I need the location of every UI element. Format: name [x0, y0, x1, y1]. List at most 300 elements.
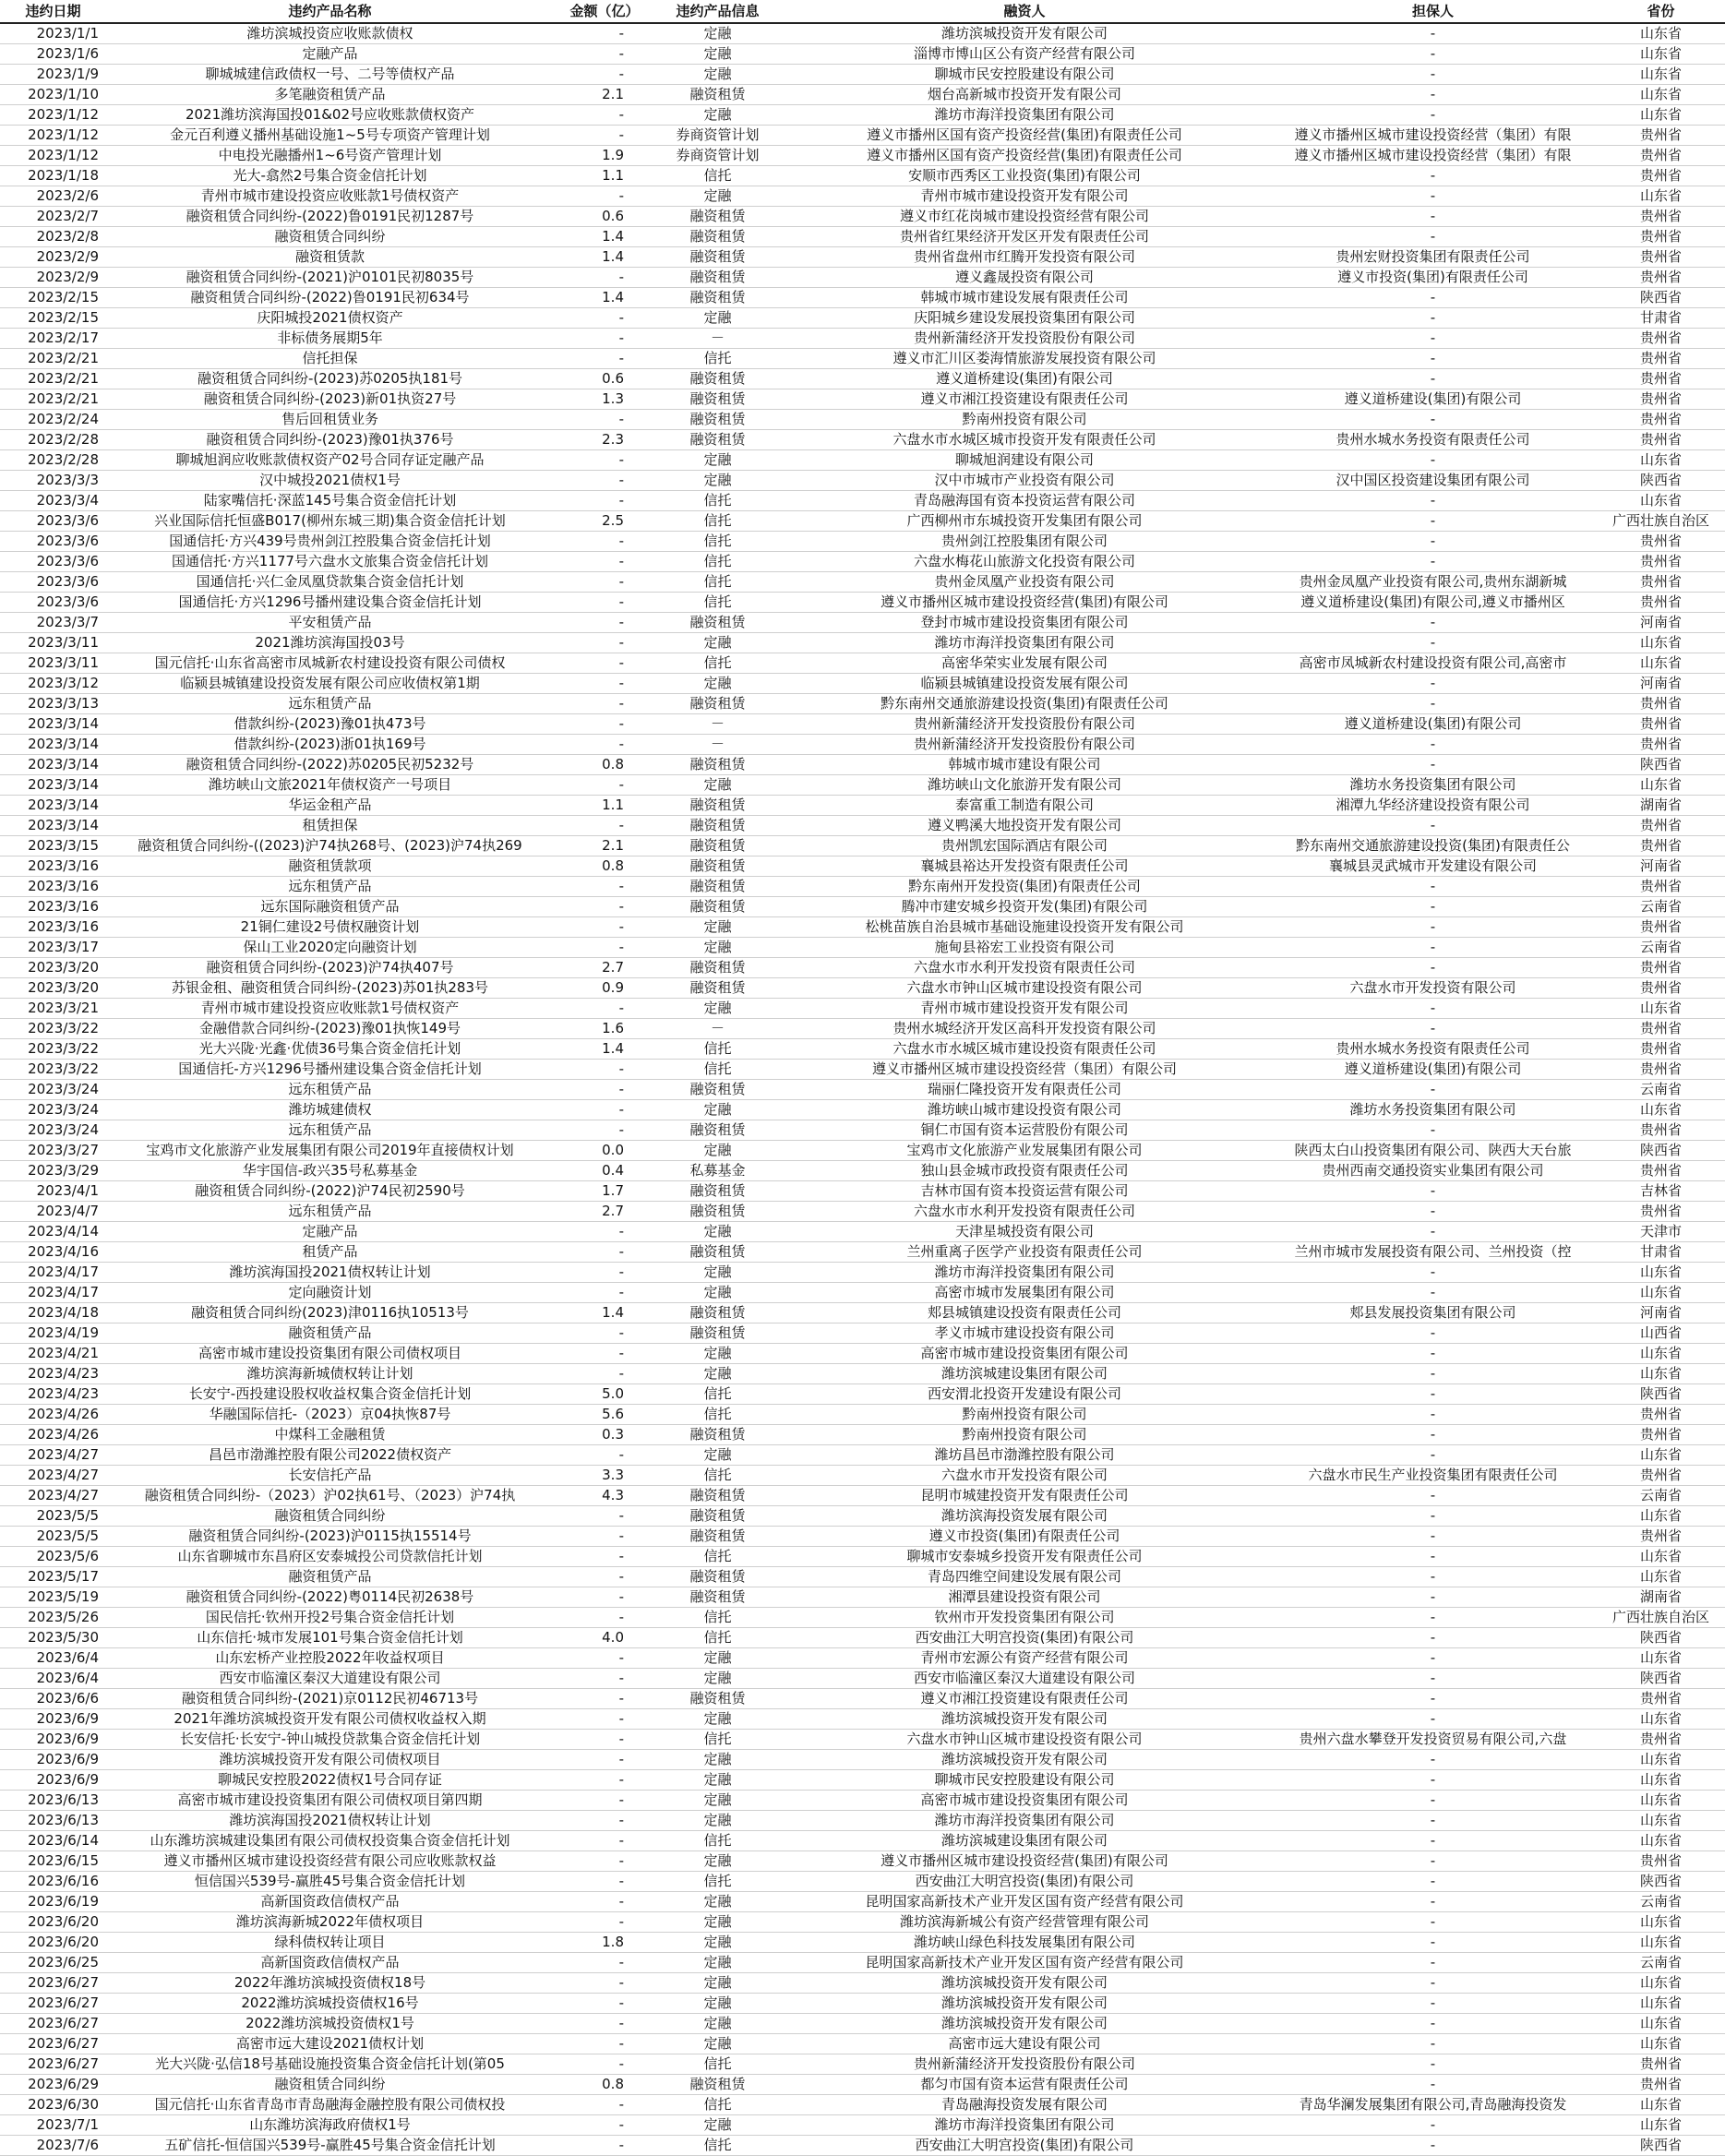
table-row[interactable] [0, 2115, 1725, 2136]
table-row[interactable] [0, 349, 1725, 369]
table-row[interactable] [0, 1709, 1725, 1730]
table-row[interactable] [0, 1161, 1725, 1181]
table-row[interactable] [0, 1344, 1725, 1364]
cell-date: 2023/6/4 [0, 1669, 106, 1689]
cell-amount: 2.3 [554, 430, 655, 450]
table-row[interactable] [0, 146, 1725, 166]
table-row[interactable] [0, 1770, 1725, 1791]
cell-amount: - [554, 1608, 655, 1628]
table-row[interactable] [0, 227, 1725, 247]
cell-financier: 松桃苗族自治县城市基础设施建设投资开发有限公司 [780, 917, 1269, 938]
cell-product-name: 高新国资政信债权产品 [106, 1953, 554, 1973]
cell-date: 2023/4/17 [0, 1263, 106, 1283]
cell-financier: 昆明国家高新技术产业开发区国有资产经营有限公司 [780, 1892, 1269, 1912]
cell-financier: 潍坊昌邑市渤潍控股有限公司 [780, 1445, 1269, 1466]
cell-date: 2023/4/23 [0, 1364, 106, 1384]
cell-amount: - [554, 1709, 655, 1730]
table-row[interactable] [0, 1994, 1725, 2014]
cell-financier: 贵州金凤凰产业投资有限公司 [780, 572, 1269, 593]
table-row[interactable] [0, 1750, 1725, 1770]
cell-product-type: 信托 [655, 2054, 780, 2075]
cell-date: 2023/2/9 [0, 247, 106, 268]
table-row[interactable] [0, 816, 1725, 836]
cell-product-type: 融资租赁 [655, 247, 780, 268]
cell-amount: - [554, 126, 655, 146]
cell-amount: - [554, 1791, 655, 1811]
cell-amount: - [554, 917, 655, 938]
table-row[interactable] [0, 877, 1725, 897]
cell-guarantor: 汉中国区投资建设集团有限公司 [1269, 471, 1597, 491]
table-row[interactable] [0, 329, 1725, 349]
cell-financier: 施甸县裕宏工业投资有限公司 [780, 938, 1269, 958]
table-row[interactable] [0, 1912, 1725, 1933]
table-row[interactable] [0, 308, 1725, 329]
table-row[interactable] [0, 1506, 1725, 1527]
table-row[interactable] [0, 1445, 1725, 1466]
cell-product-name: 苏银金租、融资租赁合同纠纷-(2023)苏01执283号 [106, 978, 554, 999]
cell-guarantor: 贵州西南交通投资实业集团有限公司 [1269, 1161, 1597, 1181]
cell-guarantor: - [1269, 1973, 1597, 1994]
cell-guarantor: - [1269, 999, 1597, 1019]
cell-amount: 0.9 [554, 978, 655, 999]
cell-guarantor: - [1269, 1587, 1597, 1608]
cell-product-type: 定融 [655, 1994, 780, 2014]
cell-financier: 六盘水市水城区城市建设投资有限责任公司 [780, 1039, 1269, 1060]
cell-amount: - [554, 308, 655, 329]
cell-financier: 遵义鸭溪大地投资开发有限公司 [780, 816, 1269, 836]
cell-guarantor: - [1269, 1486, 1597, 1506]
table-row[interactable] [0, 1527, 1725, 1547]
table-row[interactable] [0, 674, 1725, 694]
table-row[interactable] [0, 958, 1725, 978]
table-row[interactable] [0, 1689, 1725, 1709]
cell-product-name: 西安市临潼区秦汉大道建设有限公司 [106, 1669, 554, 1689]
cell-date: 2023/6/27 [0, 1973, 106, 1994]
cell-product-type: 融资租赁 [655, 1181, 780, 1202]
cell-financier: 吉林市国有资本投资运营有限公司 [780, 1181, 1269, 1202]
cell-product-type: － [655, 714, 780, 735]
table-row[interactable] [0, 105, 1725, 126]
cell-product-name: 潍坊滨城投资开发有限公司债权项目 [106, 1750, 554, 1770]
cell-province: 山东省 [1597, 633, 1725, 653]
cell-product-name: 2021年潍坊滨城投资开发有限公司债权收益权入期 [106, 1709, 554, 1730]
header-default-date[interactable]: 违约日期 [0, 0, 106, 23]
table-row[interactable] [0, 1324, 1725, 1344]
table-row[interactable] [0, 1466, 1725, 1486]
cell-financier: 潍坊市海洋投资集团有限公司 [780, 2115, 1269, 2136]
table-row[interactable] [0, 1933, 1725, 1953]
cell-financier: 青州市宏源公有资产经营有限公司 [780, 1648, 1269, 1669]
cell-product-name: 2022年潍坊滨城投资债权18号 [106, 1973, 554, 1994]
cell-product-type: 定融 [655, 1263, 780, 1283]
table-row[interactable] [0, 552, 1725, 572]
cell-product-name: 2022潍坊滨城投资债权16号 [106, 1994, 554, 2014]
cell-product-type: 定融 [655, 1100, 780, 1120]
cell-financier: 汉中市城市产业投资有限公司 [780, 471, 1269, 491]
table-row[interactable] [0, 593, 1725, 613]
table-row[interactable] [0, 1425, 1725, 1445]
cell-province: 贵州省 [1597, 917, 1725, 938]
table-row[interactable] [0, 796, 1725, 816]
cell-financier: 韩城市城市建设有限公司 [780, 755, 1269, 775]
table-row[interactable] [0, 1831, 1725, 1851]
cell-amount: - [554, 816, 655, 836]
cell-financier: 遵义市湘江投资建设有限责任公司 [780, 1689, 1269, 1709]
table-row[interactable] [0, 85, 1725, 105]
table-row[interactable] [0, 1141, 1725, 1161]
cell-financier: 高密市城市建设投资集团有限公司 [780, 1791, 1269, 1811]
cell-amount: - [554, 1120, 655, 1141]
cell-province: 贵州省 [1597, 816, 1725, 836]
cell-province: 山东省 [1597, 186, 1725, 207]
cell-date: 2023/6/9 [0, 1750, 106, 1770]
cell-province: 山东省 [1597, 1811, 1725, 1831]
table-row[interactable] [0, 1669, 1725, 1689]
cell-product-name: 融资租赁合同纠纷-(2021)京0112民初46713号 [106, 1689, 554, 1709]
table-row[interactable] [0, 1892, 1725, 1912]
table-row[interactable] [0, 2075, 1725, 2095]
cell-product-type: 定融 [655, 186, 780, 207]
cell-product-type: 信托 [655, 2095, 780, 2115]
cell-product-name: 庆阳城投2021债权资产 [106, 308, 554, 329]
table-row[interactable] [0, 1486, 1725, 1506]
cell-guarantor: - [1269, 755, 1597, 775]
cell-province: 山东省 [1597, 1709, 1725, 1730]
table-row[interactable] [0, 694, 1725, 714]
cell-province: 山东省 [1597, 2014, 1725, 2034]
cell-product-type: 融资租赁 [655, 1324, 780, 1344]
cell-date: 2023/4/1 [0, 1181, 106, 1202]
cell-province: 河南省 [1597, 613, 1725, 633]
table-row[interactable] [0, 410, 1725, 430]
cell-amount: 1.4 [554, 1039, 655, 1060]
table-row[interactable] [0, 166, 1725, 186]
table-row[interactable] [0, 572, 1725, 593]
table-row[interactable] [0, 126, 1725, 146]
cell-province: 山西省 [1597, 1324, 1725, 1344]
cell-date: 2023/2/17 [0, 329, 106, 349]
cell-guarantor: 贵州水城水务投资有限责任公司 [1269, 1039, 1597, 1060]
table-row[interactable] [0, 613, 1725, 633]
table-row[interactable] [0, 65, 1725, 85]
cell-province: 山东省 [1597, 1933, 1725, 1953]
cell-product-name: 潍坊滨海国投2021债权转让计划 [106, 1811, 554, 1831]
cell-product-type: 定融 [655, 1892, 780, 1912]
table-row[interactable] [0, 1953, 1725, 1973]
table-row[interactable] [0, 836, 1725, 856]
cell-guarantor: - [1269, 1648, 1597, 1669]
cell-guarantor: - [1269, 694, 1597, 714]
cell-amount: 0.0 [554, 1141, 655, 1161]
cell-financier: 青岛融海投资发展有限公司 [780, 2095, 1269, 2115]
table-row[interactable] [0, 1202, 1725, 1222]
cell-amount: 1.4 [554, 247, 655, 268]
table-row[interactable] [0, 2095, 1725, 2115]
table-row[interactable] [0, 1080, 1725, 1100]
cell-date: 2023/6/20 [0, 1933, 106, 1953]
cell-amount: - [554, 552, 655, 572]
cell-date: 2023/3/12 [0, 674, 106, 694]
cell-financier: 遵义市播州区城市建设投资经营(集团)有限公司 [780, 593, 1269, 613]
cell-province: 贵州省 [1597, 430, 1725, 450]
cell-product-type: 融资租赁 [655, 1202, 780, 1222]
table-row[interactable] [0, 44, 1725, 65]
table-row[interactable] [0, 1872, 1725, 1892]
cell-amount: - [554, 1527, 655, 1547]
table-row[interactable] [0, 1303, 1725, 1324]
cell-product-name: 2021潍坊滨海国投03号 [106, 633, 554, 653]
cell-guarantor: 郏县发展投资集团有限公司 [1269, 1303, 1597, 1324]
cell-product-name: 华运金租产品 [106, 796, 554, 816]
cell-province: 山东省 [1597, 1506, 1725, 1527]
cell-financier: 潍坊峡山绿色科技发展集团有限公司 [780, 1933, 1269, 1953]
cell-product-name: 山东潍坊滨城建设集团有限公司债权投资集合资金信托计划 [106, 1831, 554, 1851]
table-row[interactable] [0, 2014, 1725, 2034]
table-row[interactable] [0, 1222, 1725, 1242]
table-row[interactable] [0, 1648, 1725, 1669]
cell-product-name: 潍坊峡山文旅2021年债权资产一号项目 [106, 775, 554, 796]
table-row[interactable] [0, 1851, 1725, 1872]
cell-province: 山东省 [1597, 1283, 1725, 1303]
cell-date: 2023/3/22 [0, 1019, 106, 1039]
cell-amount: - [554, 532, 655, 552]
cell-product-name: 平安租赁产品 [106, 613, 554, 633]
cell-date: 2023/3/16 [0, 897, 106, 917]
cell-product-name: 融资租赁合同纠纷-(2022)鲁0191民初1287号 [106, 207, 554, 227]
cell-product-name: 融资租赁合同纠纷-(2023)新01执资27号 [106, 389, 554, 410]
table-row[interactable] [0, 247, 1725, 268]
header-product-type[interactable]: 违约产品信息 [655, 0, 780, 23]
table-row[interactable] [0, 1791, 1725, 1811]
table-row[interactable] [0, 1364, 1725, 1384]
cell-product-type: 融资租赁 [655, 2075, 780, 2095]
table-row[interactable] [0, 2034, 1725, 2054]
table-row[interactable] [0, 511, 1725, 532]
table-row[interactable] [0, 450, 1725, 471]
cell-province: 山东省 [1597, 1567, 1725, 1587]
cell-product-name: 定融产品 [106, 44, 554, 65]
header-product-name[interactable]: 违约产品名称 [106, 0, 554, 23]
cell-product-name: 融资租赁合同纠纷-(2023)沪74执407号 [106, 958, 554, 978]
table-row[interactable] [0, 23, 1725, 44]
cell-guarantor: - [1269, 1527, 1597, 1547]
table-row[interactable] [0, 1384, 1725, 1405]
cell-amount: - [554, 694, 655, 714]
cell-guarantor: - [1269, 1080, 1597, 1100]
cell-product-type: 融资租赁 [655, 1506, 780, 1527]
cell-financier: 独山县金城市政投资有限责任公司 [780, 1161, 1269, 1181]
cell-financier: 铜仁市国有资本运营股份有限公司 [780, 1120, 1269, 1141]
table-row[interactable] [0, 1242, 1725, 1263]
cell-guarantor: - [1269, 1669, 1597, 1689]
cell-amount: - [554, 735, 655, 755]
table-row[interactable] [0, 999, 1725, 1019]
cell-product-type: 信托 [655, 1039, 780, 1060]
table-row[interactable] [0, 775, 1725, 796]
table-row[interactable] [0, 735, 1725, 755]
cell-amount: - [554, 1344, 655, 1364]
cell-date: 2023/4/23 [0, 1384, 106, 1405]
cell-amount: - [554, 1912, 655, 1933]
table-row[interactable] [0, 2054, 1725, 2075]
table-row[interactable] [0, 938, 1725, 958]
cell-guarantor: - [1269, 207, 1597, 227]
cell-date: 2023/5/5 [0, 1506, 106, 1527]
cell-amount: 0.3 [554, 1425, 655, 1445]
table-row[interactable] [0, 1811, 1725, 1831]
cell-product-name: 长安宁-西投建设股权收益权集合资金信托计划 [106, 1384, 554, 1405]
cell-financier: 潍坊峡山城市建设投资有限公司 [780, 1100, 1269, 1120]
cell-amount: - [554, 1831, 655, 1851]
cell-date: 2023/3/11 [0, 653, 106, 674]
cell-date: 2023/3/6 [0, 552, 106, 572]
table-row[interactable] [0, 471, 1725, 491]
table-row[interactable] [0, 1263, 1725, 1283]
cell-guarantor: - [1269, 369, 1597, 389]
cell-guarantor: - [1269, 674, 1597, 694]
cell-financier: 聊城市安泰城乡投资开发有限责任公司 [780, 1547, 1269, 1567]
cell-product-type: 定融 [655, 44, 780, 65]
header-financier[interactable]: 融资人 [780, 0, 1269, 23]
table-row[interactable] [0, 653, 1725, 674]
cell-financier: 贵州凯宏国际酒店有限公司 [780, 836, 1269, 856]
header-amount[interactable]: 金额（亿） [554, 0, 655, 23]
table-row[interactable] [0, 532, 1725, 552]
table-row[interactable] [0, 1587, 1725, 1608]
cell-financier: 遵义市播州区城市建设投资经营(集团)有限公司 [780, 1851, 1269, 1872]
cell-financier: 六盘水市水利开发投资有限责任公司 [780, 1202, 1269, 1222]
cell-product-name: 融资租赁合同纠纷-(2023)豫01执376号 [106, 430, 554, 450]
cell-province: 贵州省 [1597, 1466, 1725, 1486]
cell-product-name: 国通信托·兴仁金凤凰贷款集合资金信托计划 [106, 572, 554, 593]
table-row[interactable] [0, 2136, 1725, 2156]
table-row[interactable] [0, 1100, 1725, 1120]
cell-amount: - [554, 1730, 655, 1750]
cell-amount: 2.5 [554, 511, 655, 532]
cell-amount: - [554, 65, 655, 85]
cell-guarantor: 遵义道桥建设(集团)有限公司 [1269, 714, 1597, 735]
cell-product-type: 融资租赁 [655, 1242, 780, 1263]
cell-guarantor: - [1269, 1567, 1597, 1587]
cell-product-name: 高密市城市建设投资集团有限公司债权项目 [106, 1344, 554, 1364]
cell-amount: 0.8 [554, 755, 655, 775]
table-row[interactable] [0, 978, 1725, 999]
cell-product-type: 融资租赁 [655, 796, 780, 816]
cell-date: 2023/6/6 [0, 1689, 106, 1709]
table-row[interactable] [0, 369, 1725, 389]
table-row[interactable] [0, 186, 1725, 207]
cell-product-name: 非标债务展期5年 [106, 329, 554, 349]
cell-amount: - [554, 897, 655, 917]
cell-financier: 六盘水市水城区城市投资开发有限责任公司 [780, 430, 1269, 450]
cell-product-type: 融资租赁 [655, 613, 780, 633]
cell-date: 2023/6/29 [0, 2075, 106, 2095]
table-row[interactable] [0, 1547, 1725, 1567]
cell-guarantor: - [1269, 1445, 1597, 1466]
cell-product-type: 融资租赁 [655, 207, 780, 227]
table-row[interactable] [0, 389, 1725, 410]
cell-province: 贵州省 [1597, 247, 1725, 268]
cell-product-name: 绿科债权转让项目 [106, 1933, 554, 1953]
table-row[interactable] [0, 1019, 1725, 1039]
table-row[interactable] [0, 288, 1725, 308]
header-province[interactable]: 省份 [1597, 0, 1725, 23]
table-row[interactable] [0, 917, 1725, 938]
cell-date: 2023/1/10 [0, 85, 106, 105]
cell-date: 2023/3/14 [0, 796, 106, 816]
cell-product-type: 融资租赁 [655, 958, 780, 978]
table-header [0, 0, 1725, 23]
table-row[interactable] [0, 430, 1725, 450]
table-row[interactable] [0, 1567, 1725, 1587]
cell-product-type: 融资租赁 [655, 897, 780, 917]
cell-product-name: 陆家嘴信托·深蓝145号集合资金信托计划 [106, 491, 554, 511]
cell-guarantor: 遵义市投资(集团)有限责任公司 [1269, 268, 1597, 288]
cell-amount: 2.1 [554, 836, 655, 856]
table-row[interactable] [0, 1628, 1725, 1648]
cell-guarantor: - [1269, 1933, 1597, 1953]
table-row[interactable] [0, 856, 1725, 877]
cell-amount: - [554, 105, 655, 126]
table-row[interactable] [0, 1181, 1725, 1202]
cell-date: 2023/5/5 [0, 1527, 106, 1547]
table-row[interactable] [0, 1060, 1725, 1080]
cell-province: 山东省 [1597, 1547, 1725, 1567]
table-row[interactable] [0, 1120, 1725, 1141]
cell-province: 陕西省 [1597, 1628, 1725, 1648]
cell-province: 贵州省 [1597, 146, 1725, 166]
table-row[interactable] [0, 755, 1725, 775]
cell-product-name: 中电投光融播州1~6号资产管理计划 [106, 146, 554, 166]
cell-product-name: 借款纠纷-(2023)浙01执169号 [106, 735, 554, 755]
table-row[interactable] [0, 714, 1725, 735]
table-row[interactable] [0, 1608, 1725, 1628]
cell-product-name: 国通信托-方兴1296号播州建设集合资金信托计划 [106, 1060, 554, 1080]
cell-date: 2023/2/9 [0, 268, 106, 288]
cell-guarantor: - [1269, 1872, 1597, 1892]
cell-guarantor: - [1269, 1120, 1597, 1141]
cell-guarantor: - [1269, 288, 1597, 308]
header-guarantor[interactable]: 担保人 [1269, 0, 1597, 23]
cell-product-name: 信托担保 [106, 349, 554, 369]
cell-date: 2023/4/27 [0, 1466, 106, 1486]
table-row[interactable] [0, 268, 1725, 288]
cell-product-name: 融资租赁合同纠纷-(2022)粤0114民初2638号 [106, 1587, 554, 1608]
cell-product-type: 信托 [655, 1872, 780, 1892]
table-row[interactable] [0, 633, 1725, 653]
cell-date: 2023/6/27 [0, 2034, 106, 2054]
cell-product-name: 远东租赁产品 [106, 1080, 554, 1100]
table-row[interactable] [0, 1283, 1725, 1303]
table-row[interactable] [0, 1405, 1725, 1425]
cell-guarantor: - [1269, 897, 1597, 917]
cell-financier: 黔东南州交通旅游建设投资(集团)有限责任公司 [780, 694, 1269, 714]
cell-guarantor: - [1269, 1689, 1597, 1709]
table-row[interactable] [0, 1730, 1725, 1750]
table-row[interactable] [0, 491, 1725, 511]
cell-financier: 高密市城市建设投资集团有限公司 [780, 1344, 1269, 1364]
cell-financier: 贵州新蒲经济开发投资股份有限公司 [780, 329, 1269, 349]
cell-province: 陕西省 [1597, 471, 1725, 491]
table-row[interactable] [0, 897, 1725, 917]
cell-guarantor: - [1269, 1181, 1597, 1202]
cell-date: 2023/3/16 [0, 856, 106, 877]
table-row[interactable] [0, 1973, 1725, 1994]
cell-province: 山东省 [1597, 1791, 1725, 1811]
table-row[interactable] [0, 1039, 1725, 1060]
table-row[interactable] [0, 207, 1725, 227]
cell-date: 2023/4/26 [0, 1425, 106, 1445]
